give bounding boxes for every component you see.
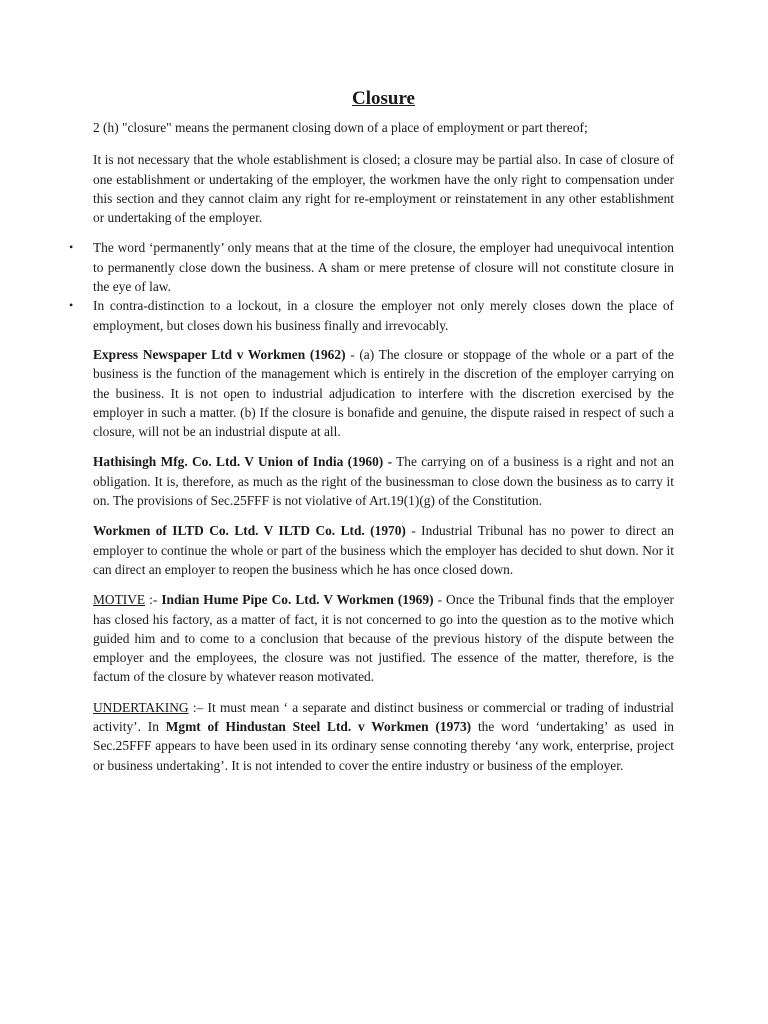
case-text: - Industrial Tribunal has no power to direct an employer to continue the whole or part of the business which the employer has decided to shut down. Nor it can direct an employer to reopen the business which he has once closed down. xyxy=(93,523,675,577)
definition-paragraph: 2 (h) "closure" means the permanent closing down of a place of employment or part thereof; xyxy=(93,120,588,135)
bullet-icon: • xyxy=(69,240,74,255)
page-title: Closure xyxy=(352,88,415,109)
bullet-icon: • xyxy=(69,298,74,313)
bullet-text: In contra-distinction to a lockout, in a closure the employer not only merely closes down the place of employment, but closes down his business finally and irrevocably. xyxy=(93,298,674,333)
bullet-item xyxy=(69,238,674,296)
undertaking-paragraph xyxy=(93,698,674,775)
bullet-item xyxy=(69,296,674,335)
undertaking-text-1: :– It must mean ‘ a separate and distinct business or commercial or trading of industrial activity’. In xyxy=(93,699,674,735)
case-name: Mgmt of Hindustan Steel Ltd. v Workmen (1973) xyxy=(165,719,472,735)
case-text: The carrying on of a business is a right and not an obligation. It is, therefore, as much as the right of the businessman to close down the business as to carry it on. The provisions of Sec.25FFF is not violative of Art.19(1)(g) of the Constitution. xyxy=(93,454,675,509)
case-name: Hathisingh Mfg. Co. Ltd. V Union of India (1960) - xyxy=(93,454,393,470)
bullet-list xyxy=(69,238,674,334)
intro-paragraph: It is not necessary that the whole establishment is closed; a closure may be partial also. In case of closure of one establishment or undertaking of the employer, the workmen have the only right to compensation under this section and they cannot claim any right for re-employment or reinstatement in any other establishment or undertaking of the employer. xyxy=(93,152,674,226)
case-paragraph xyxy=(93,345,674,441)
case-name: Workmen of ILTD Co. Ltd. V ILTD Co. Ltd. (1970) xyxy=(93,523,406,539)
motive-text: - Once the Tribunal finds that the employer has closed his factory, as a matter of fact, it is not concerned to go into the question as to the motive which guided him and to come to a conclusion that because of the previous history of the dispute between the employer and the employees, the closure was not justified. The essence of the matter, therefore, is the factum of the closure by whatever reason motivated. xyxy=(93,592,675,685)
motive-paragraph xyxy=(93,590,674,686)
case-name: Express Newspaper Ltd v Workmen (1962) xyxy=(93,346,346,362)
case-name: Indian Hume Pipe Co. Ltd. V Workmen (1969) xyxy=(161,592,434,608)
case-paragraph xyxy=(93,452,674,510)
document-page xyxy=(69,86,675,786)
case-paragraph xyxy=(93,521,674,579)
bullet-text: The word ‘permanently’ only means that at the time of the closure, the employer had unequivocal intention to permanently close down the business. A sham or mere pretense of closure will not constitute closure in the eye of law. xyxy=(93,240,674,295)
motive-separator: :- xyxy=(145,592,162,608)
undertaking-text-2: the word ‘undertaking’ as used in Sec.25FFF appears to have been used in its ordinary sense connoting thereby ‘any work, enterprise, project or business undertaking’. It is not intended to cover the entire industry or business of the employer. xyxy=(93,719,674,773)
motive-heading: MOTIVE xyxy=(93,592,146,608)
undertaking-heading: UNDERTAKING xyxy=(93,699,189,715)
case-text: - (a) The closure or stoppage of the whole or a part of the business is the function of the management which is entirely in the discretion of the employer carrying on the business. It is not open to industrial adjudication to interfere with the discretion exercised by the employer in such a matter. (b) If the closure is bonafide and genuine, the dispute raised in respect of such a closure, will not be an industrial dispute at all. xyxy=(93,346,674,440)
